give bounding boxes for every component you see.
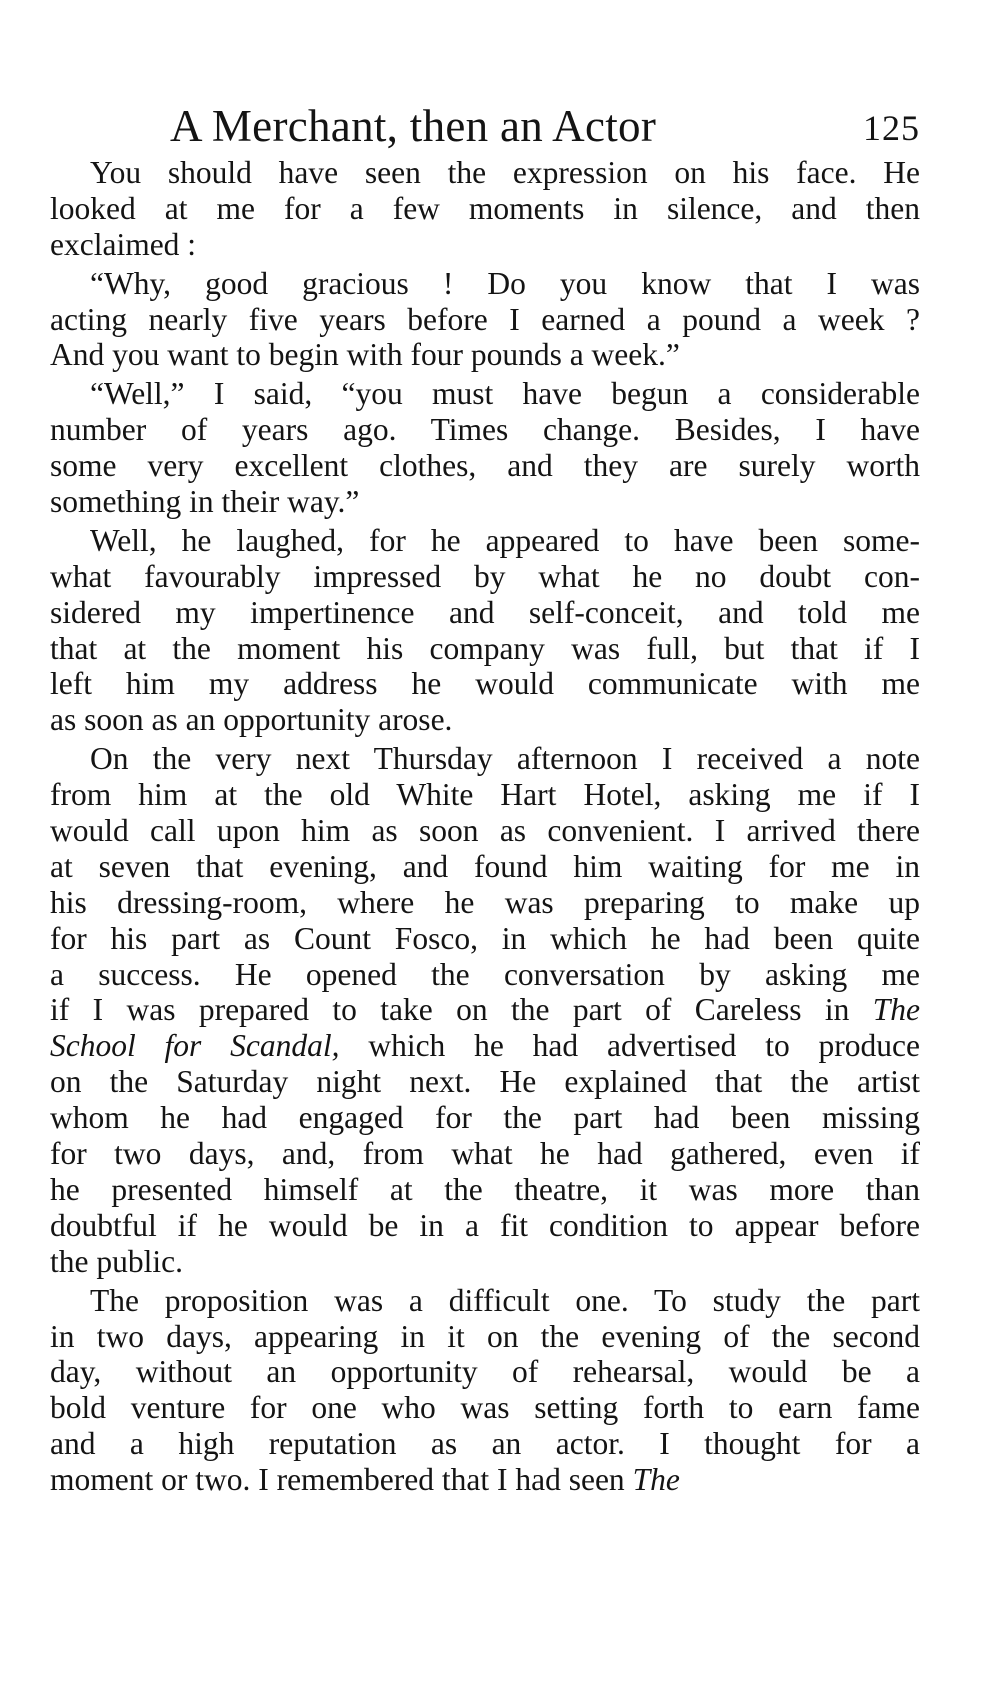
text-line: in two days, appearing in it on the evening of the second	[50, 1318, 920, 1354]
paragraph	[50, 376, 920, 520]
text-line: “Why, good gracious ! Do you know that I was	[90, 265, 920, 301]
text-line: And you want to begin with four pounds a week.”	[50, 337, 680, 373]
text-line: whom he had engaged for the part had been missing	[50, 1100, 920, 1136]
paragraph	[50, 741, 920, 1279]
text-line: sidered my impertinence and self-conceit, and told me	[50, 594, 920, 630]
text-line: The proposition was a difficult one. To study the part	[90, 1282, 920, 1318]
text-segment: which he had advertised to produce	[339, 1028, 921, 1064]
text-line: from him at the old White Hart Hotel, asking me if I	[50, 777, 920, 813]
paragraph	[50, 155, 920, 263]
text-line: he presented himself at the theatre, it was more than	[50, 1171, 920, 1207]
text-line: “Well,” I said, “you must have begun a considerable	[90, 376, 920, 412]
text-line: acting nearly five years before I earned a pound a week ?	[50, 301, 920, 337]
running-title: A Merchant, then an Actor	[170, 101, 657, 151]
text-line: what favourably impressed by what he no doubt con-	[50, 558, 920, 594]
text-line: as soon as an opportunity arose.	[50, 702, 453, 738]
text-line: a success. He opened the conversation by asking me	[50, 956, 920, 992]
text-line: doubtful if he would be in a fit condition to appear before	[50, 1207, 920, 1243]
text-line: that at the moment his company was full, but that if I	[50, 630, 920, 666]
text-line: day, without an opportunity of rehearsal, would be a	[50, 1354, 920, 1390]
text-line	[50, 1462, 920, 1498]
paragraph	[50, 266, 920, 374]
text-segment: if I was prepared to take on the part of Careless in	[50, 992, 873, 1028]
text-line: You should have seen the expression on his face. He	[90, 155, 920, 190]
text-line: looked at me for a few moments in silence, and then	[50, 190, 920, 226]
text-line: at seven that evening, and found him waiting for me in	[50, 848, 920, 884]
text-line: left him my address he would communicate with me	[50, 666, 920, 702]
text-line: bold venture for one who was setting forth to earn fame	[50, 1390, 920, 1426]
text-line: some very excellent clothes, and they are surely worth	[50, 448, 920, 484]
text-segment: moment or two. I remembered that I had seen	[50, 1462, 633, 1498]
italic-title-text: School for Scandal,	[50, 1028, 340, 1064]
text-line: would call upon him as soon as convenient. I arrived there	[50, 813, 920, 849]
text-line: Well, he laughed, for he appeared to have been some-	[90, 522, 920, 558]
text-line: number of years ago. Times change. Besides, I have	[50, 412, 920, 448]
text-line	[50, 1028, 920, 1064]
text-line: for his part as Count Fosco, in which he had been quite	[50, 920, 920, 956]
text-line: on the Saturday night next. He explained that the artist	[50, 1064, 920, 1100]
italic-title-text: The	[872, 992, 920, 1028]
italic-title-text: The	[632, 1462, 680, 1498]
paragraph	[50, 523, 920, 738]
text-line: his dressing-room, where he was preparing to make up	[50, 884, 920, 920]
text-line: and a high reputation as an actor. I thought for a	[50, 1426, 920, 1462]
text-line: On the very next Thursday afternoon I received a note	[90, 741, 920, 777]
paragraph	[50, 1283, 920, 1498]
text-line: something in their way.”	[50, 484, 360, 520]
text-line: exclaimed :	[50, 226, 197, 262]
page-number: 125	[863, 108, 920, 148]
text-line: the public.	[50, 1243, 183, 1279]
running-header	[50, 96, 920, 156]
body-text	[50, 155, 920, 1501]
text-line	[50, 992, 920, 1028]
text-line: for two days, and, from what he had gathered, even if	[50, 1136, 920, 1172]
